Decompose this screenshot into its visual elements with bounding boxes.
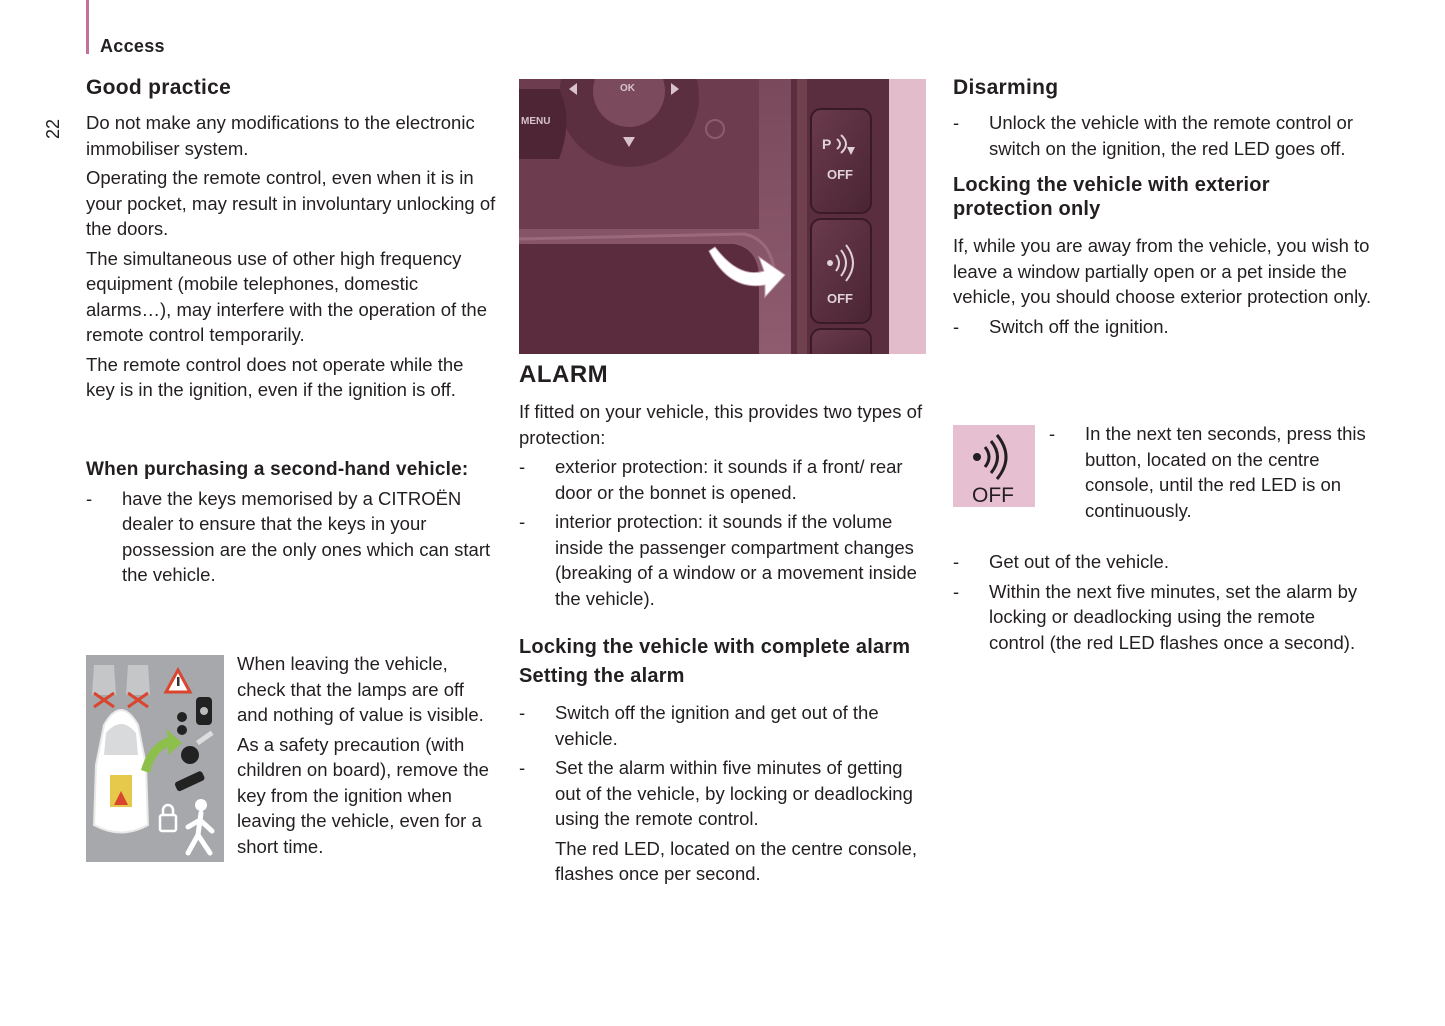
disarming-heading: Disarming <box>953 76 1059 99</box>
column-disarming <box>953 75 1373 339</box>
list-item-text: In the next ten seconds, press this button, located on the centre console, until the red LED is on continuously. <box>1085 423 1366 521</box>
list-item-text: exterior protection: it sounds if a front/ rear door or the bonnet is opened. <box>555 456 903 503</box>
section-accent-bar <box>86 0 89 54</box>
paragraph: The simultaneous use of other high frequency equipment (mobile telephones, domestic alarms…), may interfere with the operation of the remote control temporarily. <box>86 247 488 345</box>
list-item-text: Switch off the ignition. <box>989 315 1169 337</box>
paragraph: Do not make any modifications to the electronic immobiliser system. <box>86 112 475 159</box>
paragraph: If fitted on your vehicle, this provides two types of protection: <box>519 401 923 448</box>
list-item <box>519 454 929 505</box>
final-steps <box>953 549 1373 655</box>
list-item-text: have the keys memorised by a CITROËN dealer to ensure that the keys in your possession are the only ones which can start the vehicle. <box>122 487 491 585</box>
list-item <box>519 700 929 751</box>
page-number: 22 <box>43 118 63 140</box>
second-hand-heading: When purchasing a second-hand vehicle: <box>86 458 469 480</box>
alarm-off-button-icon <box>953 425 1035 507</box>
list-item <box>86 486 496 588</box>
alarm-heading: ALARM <box>519 361 609 388</box>
paragraph: The remote control does not operate while the key is in the ignition, even if the ignition is off. <box>86 353 464 400</box>
bullet-dash: - <box>1049 423 1056 444</box>
paragraph: Operating the remote control, even when it is in your pocket, may result in involuntary unlocking of the doors. <box>86 167 496 239</box>
safety-illustration <box>86 655 224 862</box>
led-note: The red LED, located on the centre console, flashes once per second. <box>555 837 917 884</box>
list-item-text: interior protection: it sounds if the volume inside the passenger compartment changes (breaking of a window or a movement inside the vehicle). <box>555 511 917 609</box>
list-item-text: Within the next five minutes, set the alarm by locking or deadlocking using the remote control (the red LED flashes once a second). <box>989 580 1358 653</box>
bullet-dash: - <box>519 757 526 778</box>
off-label-2: OFF <box>827 291 853 306</box>
bullet-dash: - <box>86 487 93 509</box>
bullet-dash: - <box>953 315 960 337</box>
bullet-dash: - <box>519 702 526 723</box>
bullet-dash: - <box>519 456 526 477</box>
list-item-text: Get out of the vehicle. <box>989 551 1169 572</box>
bullet-dash: - <box>519 511 526 532</box>
off-icon-label: OFF <box>972 484 1014 507</box>
console-photo <box>519 79 926 354</box>
list-item <box>953 549 1373 575</box>
column-alarm <box>519 362 929 887</box>
list-item-text: Set the alarm within five minutes of getting out of the vehicle, by locking or deadlocking using the remote control. <box>555 757 913 829</box>
paragraph: If, while you are away from the vehicle, you wish to leave a window partially open or a pet inside the vehicle, you should choose exterior protection only. <box>953 235 1372 307</box>
alarm-off-graphic <box>953 425 1035 507</box>
list-item-text: Unlock the vehicle with the remote control or switch on the ignition, the red LED goes off. <box>989 112 1354 159</box>
press-button-instruction <box>1049 421 1369 523</box>
list-item <box>953 110 1373 161</box>
list-item <box>519 509 929 611</box>
complete-alarm-heading: Locking the vehicle with complete alarm <box>519 636 911 658</box>
list-item <box>953 314 1373 340</box>
list-item-text: Switch off the ignition and get out of the vehicle. <box>555 702 879 749</box>
setting-alarm-heading: Setting the alarm <box>519 665 685 687</box>
bullet-dash: - <box>953 580 960 602</box>
list-item <box>953 579 1373 656</box>
p-label: P <box>822 136 832 152</box>
exterior-protection-heading: Locking the vehicle with exterior protection only <box>953 174 1270 220</box>
leaving-vehicle-text <box>237 651 497 859</box>
off-label-1: OFF <box>827 167 853 182</box>
bullet-dash: - <box>953 551 960 572</box>
paragraph: When leaving the vehicle, check that the lamps are off and nothing of value is visible. <box>237 653 484 725</box>
column-good-practice <box>86 75 496 588</box>
good-practice-heading: Good practice <box>86 76 232 99</box>
list-item <box>1049 421 1369 523</box>
ok-label: OK <box>620 83 635 94</box>
bullet-dash: - <box>953 112 960 133</box>
menu-label: MENU <box>521 116 551 127</box>
safety-illustration-graphic <box>86 655 224 862</box>
list-item <box>519 755 929 832</box>
paragraph: As a safety precaution (with children on board), remove the key from the ignition when leaving the vehicle, even for a short time. <box>237 733 489 857</box>
console-photo-graphic <box>519 79 926 354</box>
section-title: Access <box>100 36 165 56</box>
